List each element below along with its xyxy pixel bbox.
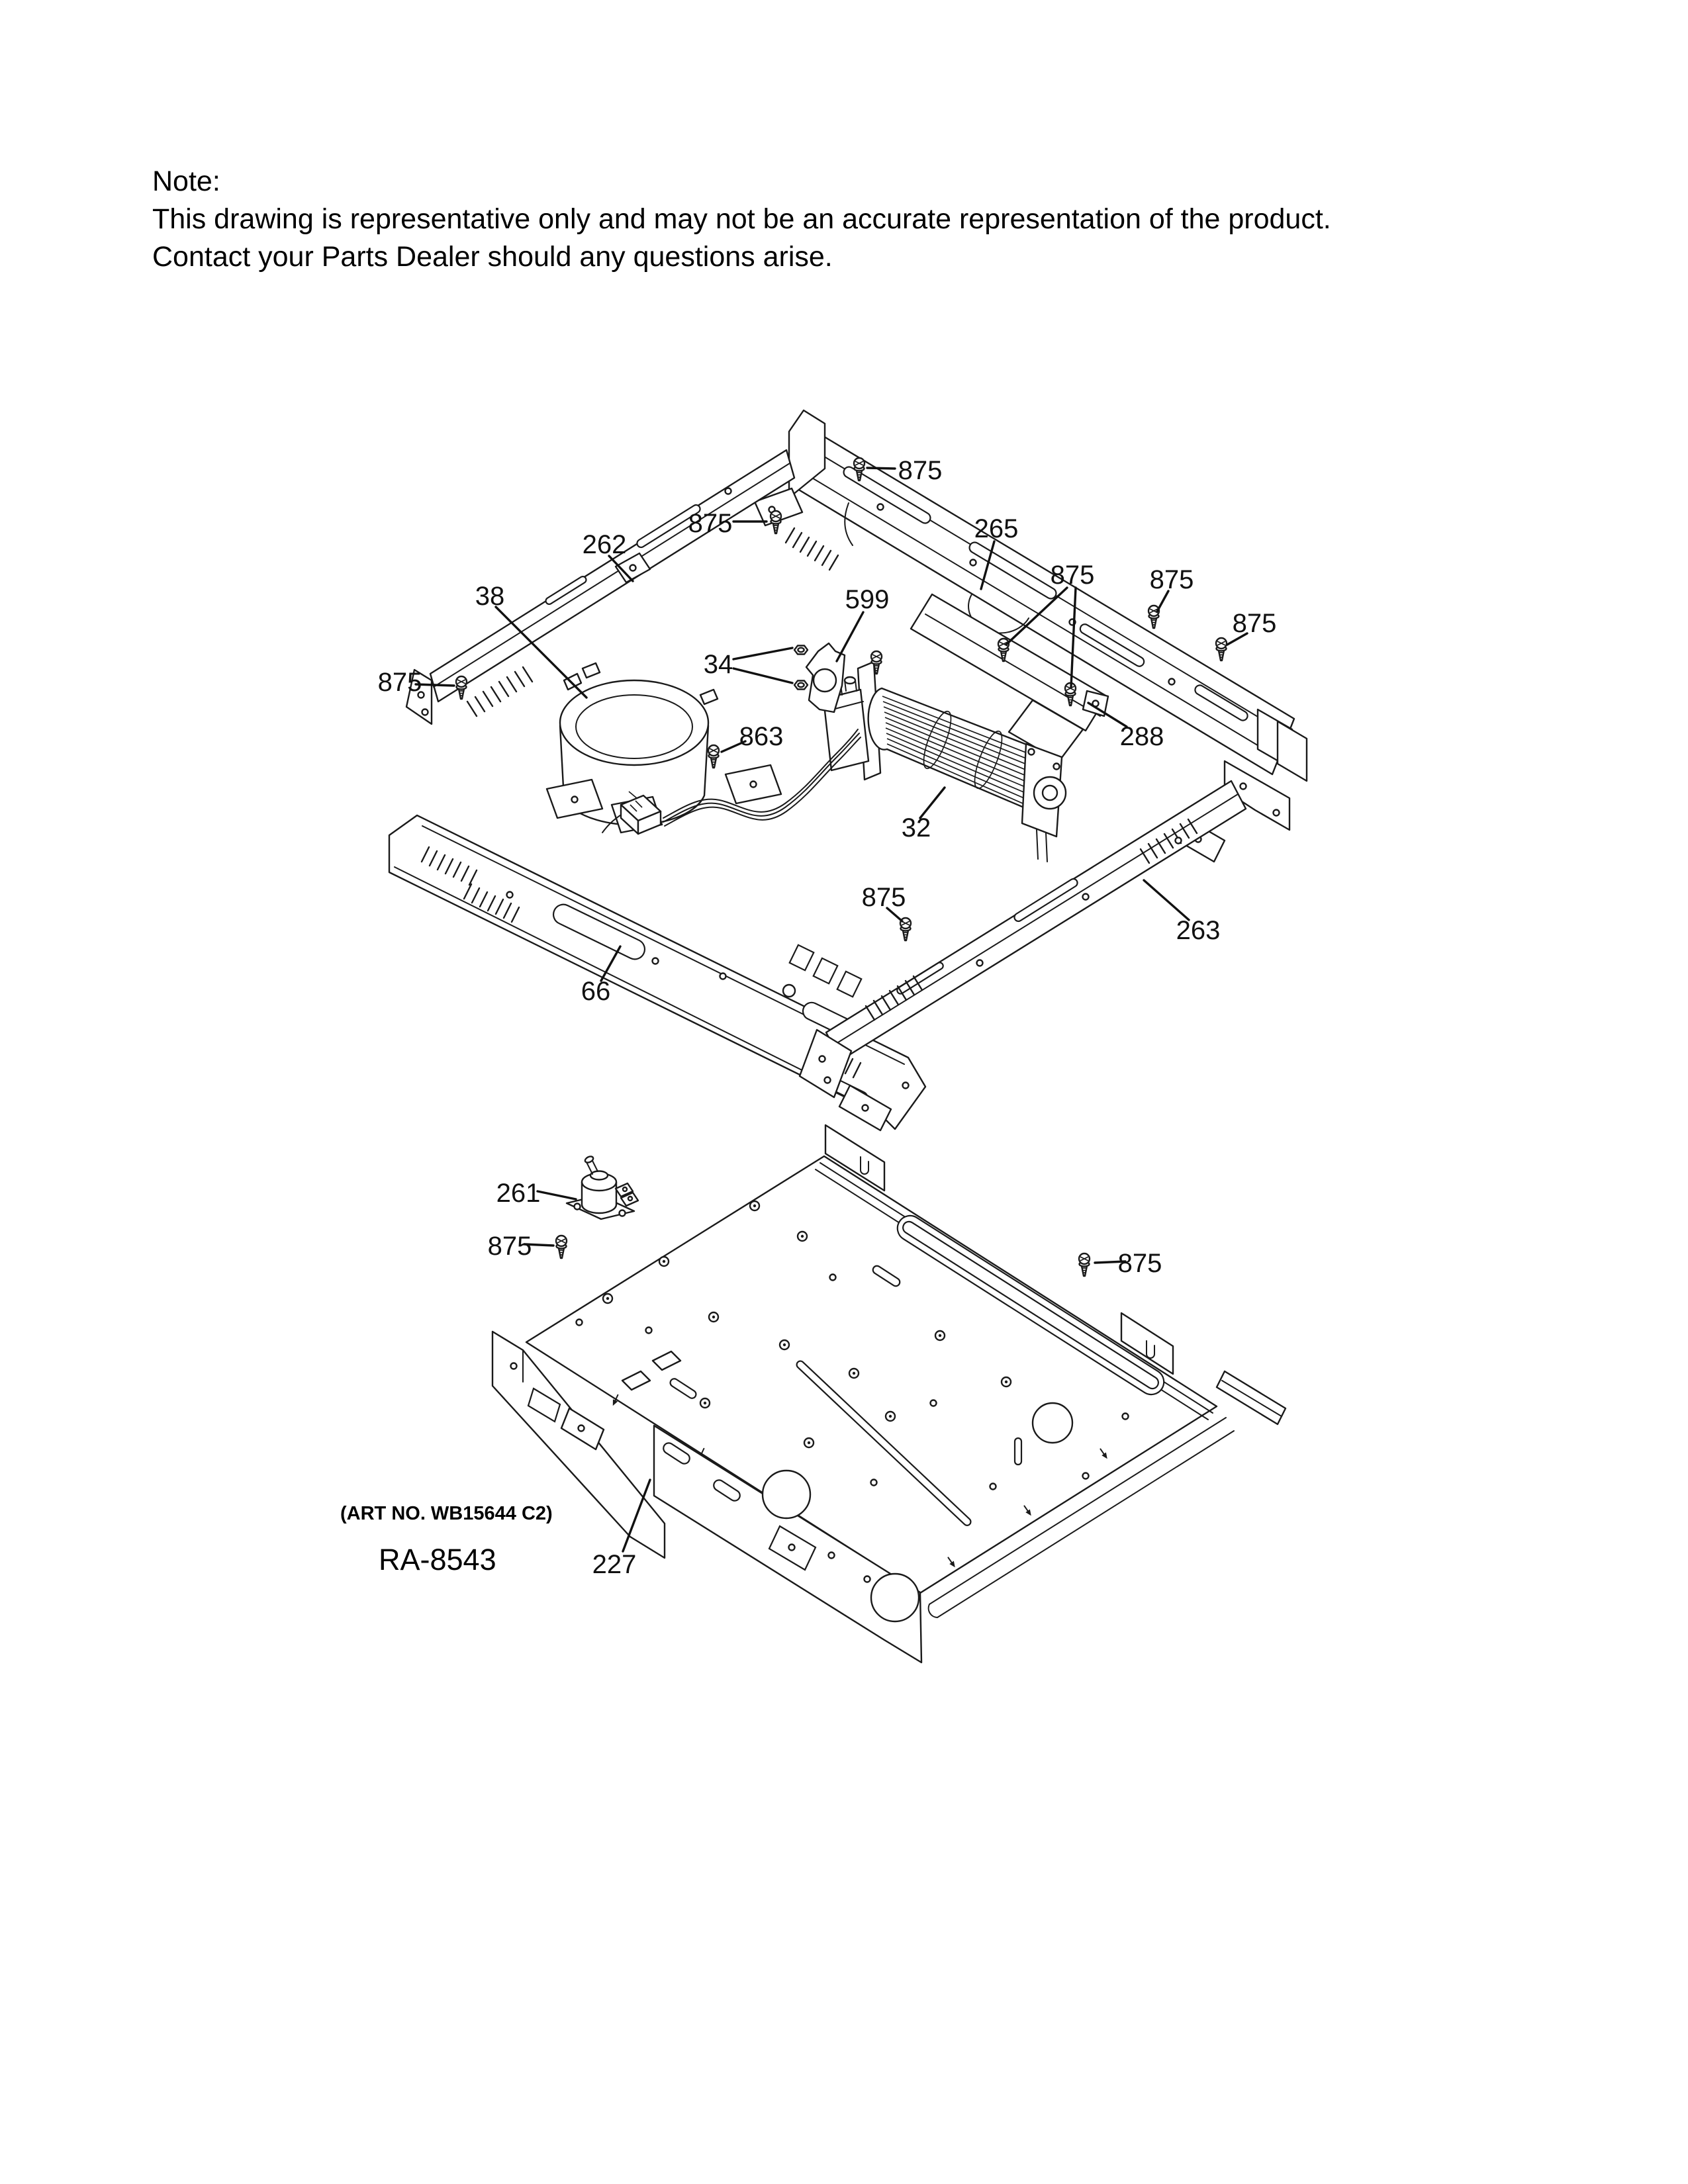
note-heading: Note: bbox=[152, 165, 220, 197]
callout-875-lower-right: 875 bbox=[1117, 1249, 1162, 1278]
screw-875-icon bbox=[771, 511, 781, 533]
upper-assembly bbox=[389, 410, 1307, 1130]
art-number: (ART NO. WB15644 C2) bbox=[340, 1503, 553, 1524]
callout-32: 32 bbox=[901, 813, 931, 842]
callout-875-bottom-mid: 875 bbox=[861, 883, 906, 912]
lower-assembly bbox=[492, 1125, 1286, 1662]
callout-875-far-left: 875 bbox=[377, 668, 422, 697]
note-line-1: This drawing is representative only and may not be an accurate representation of the product. bbox=[152, 203, 1331, 235]
callout-263: 263 bbox=[1176, 916, 1221, 945]
callout-875-top: 875 bbox=[898, 456, 943, 485]
callout-265: 265 bbox=[974, 514, 1019, 543]
callout-262: 262 bbox=[582, 530, 627, 559]
callout-599: 599 bbox=[845, 585, 890, 614]
nut-icon bbox=[794, 681, 808, 690]
screw-863-icon bbox=[708, 745, 719, 768]
note-line-2: Contact your Parts Dealer should any questions arise. bbox=[152, 241, 833, 273]
screw-875-icon bbox=[456, 676, 467, 699]
callout-66: 66 bbox=[581, 977, 611, 1006]
screw-875-icon bbox=[1079, 1253, 1090, 1276]
callout-38: 38 bbox=[475, 582, 505, 611]
nut-icon bbox=[794, 646, 808, 655]
callout-34: 34 bbox=[703, 650, 733, 679]
callout-875-far-right: 875 bbox=[1232, 609, 1277, 638]
screw-875-icon bbox=[1216, 638, 1227, 660]
callout-863: 863 bbox=[739, 722, 784, 751]
callout-227: 227 bbox=[592, 1550, 637, 1579]
callout-288: 288 bbox=[1119, 722, 1164, 751]
thermostat-261 bbox=[567, 1156, 638, 1219]
front-panel-66 bbox=[389, 815, 925, 1129]
callout-875-upper-left: 875 bbox=[688, 509, 733, 538]
callout-875-mid: 875 bbox=[1050, 561, 1095, 590]
callout-261: 261 bbox=[496, 1179, 541, 1208]
callout-875-lower-left: 875 bbox=[487, 1232, 532, 1261]
drawing-number: RA-8543 bbox=[379, 1543, 496, 1576]
screw-875-icon bbox=[556, 1236, 567, 1258]
callout-875-right: 875 bbox=[1149, 565, 1194, 594]
